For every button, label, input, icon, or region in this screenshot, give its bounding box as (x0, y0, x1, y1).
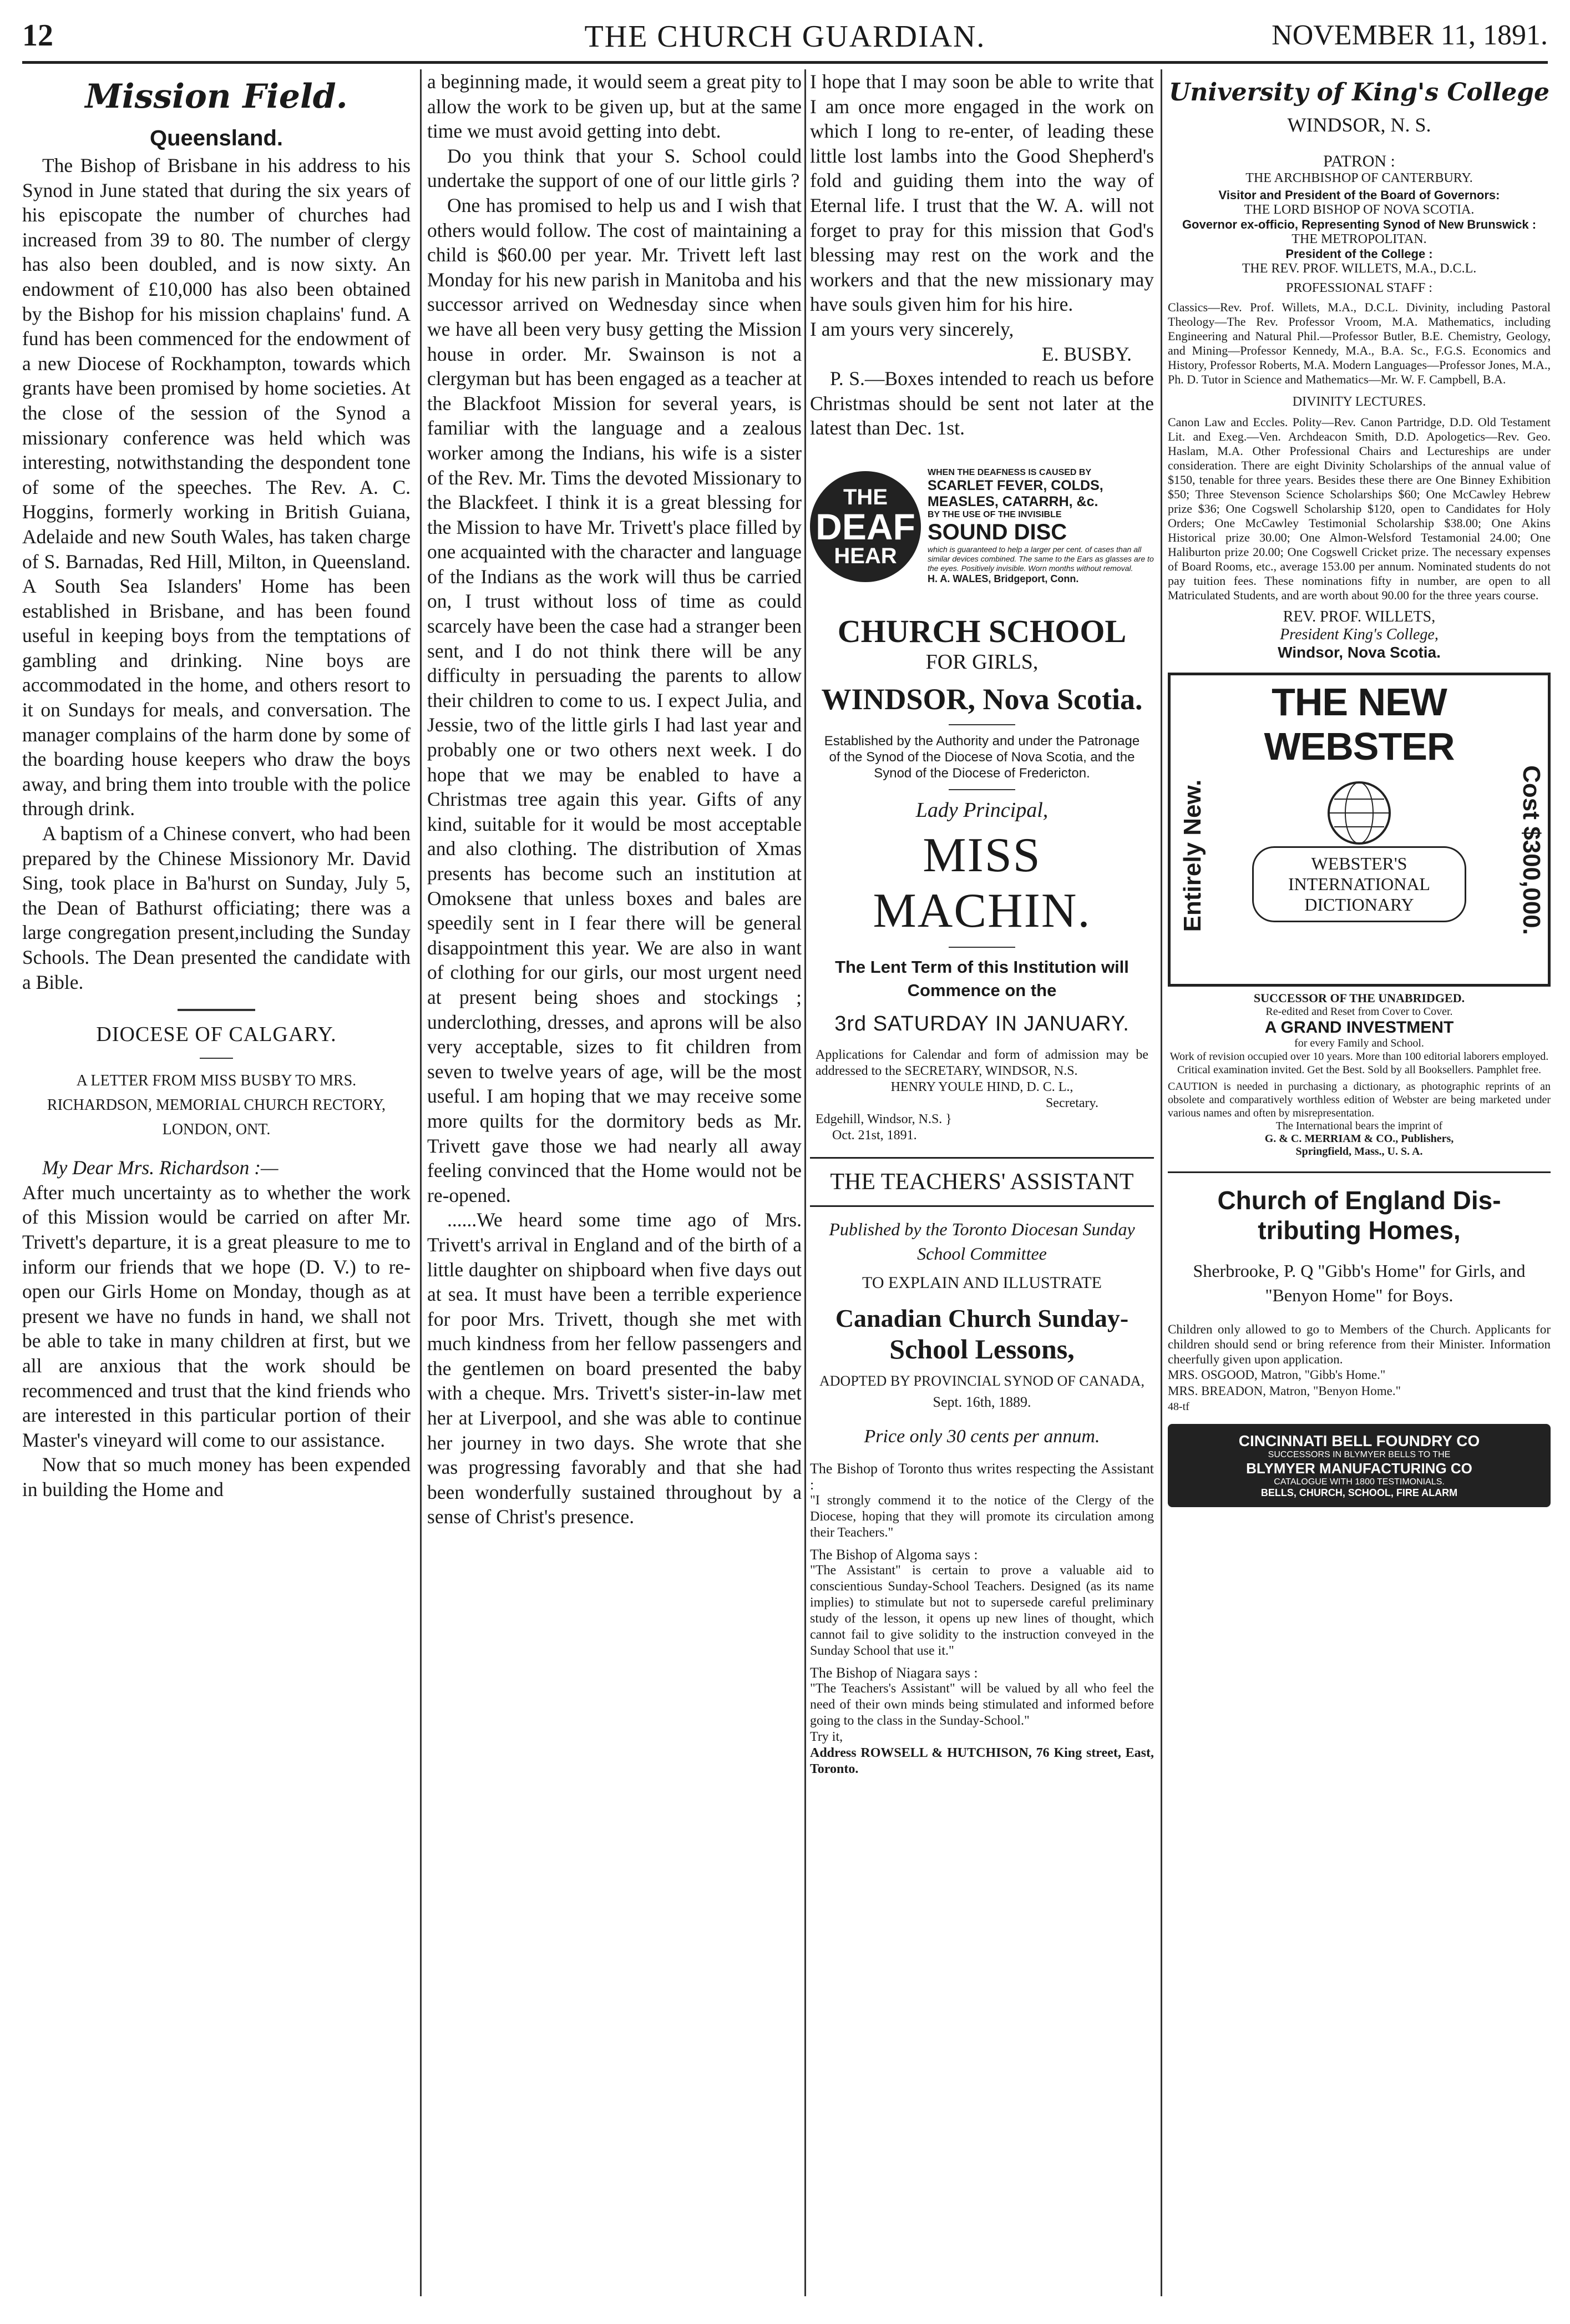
visitor-name: THE LORD BISHOP OF NOVA SCOTIA. (1244, 203, 1475, 217)
book-line: INTERNATIONAL (1288, 874, 1430, 894)
letter-heading: A LETTER FROM MISS BUSBY TO MRS. RICHARDSON, MEMORIAL CHURCH RECTORY, LONDON, ONT. (47, 1072, 386, 1139)
president-label: President of the College : (1285, 247, 1433, 261)
article-paragraph: One has promised to help us and I wish that others would follow. The cost of maintaining a child is $60.00 per year. Mr. Trivett left last Monday for his new parish in Manitoba and his successor arrived on Wednesday since when we have all been very busy getting the Mission house in order. Mr. Swainson is not a clergyman but has been engaged as a teacher at the Blackfoot Mission for several years, is familiar with the language and a zealous worker among the Indians, his wife is a sister of the Rev. Mr. Tims the devoted Missionary to the Blackfeet. I think it is a great blessing for the Mission to have Mr. Trivett's place filled by one acquainted with the character and language of the Indians as the work will thus be carried on, I trust without loss of time as could scarcely have been the case had a stranger been sent, and I do not think there will be any difficulty in persuading the parents to allow their children to come to us. I expect Julia, and Jessie, two of the little girls I had last year and probably one or two others next week. I do hope that we may be enabled to have a Christmas tree again this year. Gifts of any kind, suitable for it would be most acceptable and also clothing. The distribution of Xmas presents has become such an institution at Omoksene that unless boxes and bales are speedily sent in I fear there will be general disappointment this year. We are also in want of clothing for our girls, our most urgent need at present being shoes and stockings ; underclothing, dresses, and aprons will be also very acceptable, sizes to fit children from seven to twelve years of age, will be the most useful. I am hoping that we may receive some more quilts for the dormitory beds as Mr. Trivett gave those we had nearly all away feeling convinced that the Home would not be re-opened. (427, 194, 802, 1206)
deaf-line: H. A. WALES, Bridgeport, Conn. (928, 573, 1079, 585)
algoma-says: The Bishop of Algoma says : (810, 1546, 978, 1563)
secretary-name: HENRY YOULE HIND, D. C. L., (890, 1079, 1073, 1094)
deaf-line: WHEN THE DEAFNESS IS CAUSED BY (928, 468, 1092, 478)
algoma-quote: "The Assistant" is certain to prove a valuable aid to conscientious Sunday-School Teachers. Designed (as its name implies) to stimulate but not to supersede careful preliminary study of the lesson, it opens up new lines of thought, which cannot fail to give solidity to the instruction conveyed in the Sunday School that use it." (810, 1563, 1154, 1658)
applications: Applications for Calendar and form of admission may be addressed to the SECRETARY, WINDSOR, N.S. (816, 1047, 1148, 1078)
rev-prof: REV. PROF. WILLETS, (1283, 608, 1436, 625)
deaf-line: SOUND DISC (928, 520, 1067, 545)
webster-grand: A GRAND INVESTMENT (1264, 1018, 1454, 1037)
article-paragraph: After much uncertainty as to whether the work of this Mission would be carried on after Mr. Trivett's departure, it is a great pleasure to me to inform our friends that we hope (D. V.) to re-open our Girls Home on Monday, though as at present we have no funds in hand, we shall not be able to take in many children at first, but we all are anxious that the work should be recommenced and trust that the kind friends who are interested in this particular portion of their Master's vineyard will come to our assistance. (22, 1181, 411, 1451)
price: Price only 30 cents per annum. (864, 1426, 1100, 1447)
visitor-label: Visitor and President of the Board of Governors: (1218, 188, 1500, 202)
column-4 (1168, 69, 1551, 2291)
deaf-ad (810, 463, 1154, 590)
article-paragraph: ......We heard some time ago of Mrs. Trivett's arrival in England and of the birth of a little daughter on shipboard when five days out at sea. It must have been a terrible experience for poor Mrs. Trivett, though she met with much kindness from her fellow passengers and the gentlemen on board presented the baby with a cheque. Mrs. Trivett's sister-in-law met her at Liverpool, and she was able to continue her journey in two days. She wrote that she was progressing favorably and that she had been wonderfully sustained throughout by a sense of Christ's presence. (427, 1209, 802, 1528)
rule (949, 789, 1015, 790)
deaf-line: MEASLES, CATARRH, &c. (928, 494, 1098, 510)
diocese-title: DIOCESE OF CALGARY. (96, 1023, 337, 1047)
niagara-quote: "The Teachers's Assistant" will be valued by all who feel the need of their own minds being stimulated and informed before going to the class in the Sunday-School." (810, 1681, 1154, 1728)
adopted: ADOPTED BY PROVINCIAL SYNOD OF CANADA, Sept. 16th, 1889. (819, 1372, 1144, 1410)
toronto-says: The Bishop of Toronto thus writes respecting the Assistant : (810, 1460, 1154, 1493)
windsor-ns: Windsor, Nova Scotia. (1278, 644, 1441, 661)
teachers-title: THE TEACHERS' ASSISTANT (830, 1169, 1134, 1195)
disc-the: THE (843, 484, 888, 509)
patron-name: THE ARCHBISHOP OF CANTERBURY. (1245, 171, 1473, 185)
published-by: Published by the Toronto Diocesan Sunday School Committee (829, 1219, 1135, 1264)
subhead: Queensland. (149, 126, 283, 150)
webster-details: Work of revision occupied over 10 years. More than 100 editorial laborers employed. Critical examination invited. Get the Best. Sold by all Booksellers. Pamphlet free. (1169, 1050, 1549, 1076)
postscript: P. S.—Boxes intended to reach us before Christmas should be sent not later at the latest than Dec. 1st. (810, 367, 1154, 439)
section-title: Mission Field. (85, 77, 348, 116)
try-it: Try it, (810, 1729, 843, 1744)
webster-caution: CAUTION is needed in purchasing a dictionary, as photographic reprints of an obsolete and comparatively worthless edition of Webster are being marketed under various names and often by misrepresentation. (1168, 1080, 1551, 1119)
to-explain: TO EXPLAIN AND ILLUSTRATE (862, 1273, 1102, 1292)
homes-text: Sherbrooke, P. Q "Gibb's Home" for Girls, and "Benyon Home" for Boys. (1193, 1261, 1526, 1305)
bell-foundry-ad (1168, 1424, 1551, 1507)
school-for: FOR GIRLS, (925, 650, 1039, 674)
article-paragraph: a beginning made, it would seem a great pity to allow the work to be given up, but at the same time we must avoid getting into debt. (427, 70, 802, 143)
edgehill: Edgehill, Windsor, N.S. } (816, 1112, 952, 1126)
secretary-title: Secretary. (1045, 1095, 1098, 1110)
webster-left-vertical: Entirely New. (1179, 779, 1206, 932)
salutation: My Dear Mrs. Richardson :— (42, 1156, 278, 1179)
webster-successor: SUCCESSOR OF THE UNABRIDGED. (1253, 991, 1465, 1005)
deaf-line: BY THE USE OF THE INVISIBLE (928, 510, 1062, 520)
divinity-text: Canon Law and Eccles. Polity—Rev. Canon Partridge, D.D. Old Testament Lit. and Exeg.—Ven. Archdeacon Smith, D.D. Apologetics—Rev. Geo. Haslam, M.A. Other Professional Chairs and Lectureships are under consideration. There are eight Divinity Scholarships of the annual value of $150, tenable for three years. Besides these there are One Binney Exhibition $50; Three Stevenson Science Scholarships $60; One McCawley Hebrew prize $36; One Cogswell Scholarship $120, open to Candidates for Holy Orders; One McCawley Testimonial Scholarship $38.00; One Akins Historical prize 30.00; One Almon-Welsford Testamonial 24.00; One Haliburton prize 20.00; One Cogswell Cricket prize. The necessary expenses of Board Rooms, etc., average 153.00 per annum. Nominated students do not pay tuition fees. These nominations fifty in number, are open to all Matriculated Students, and are worth about 90.00 for the three years course. (1168, 415, 1551, 602)
column-2 (427, 69, 802, 2291)
staff-label: PROFESSIONAL STAFF : (1286, 281, 1432, 295)
globe-icon (1251, 780, 1467, 846)
column-divider (1161, 69, 1162, 2296)
webster-right-vertical: Cost $300,000. (1518, 765, 1545, 935)
article-paragraph: I hope that I may soon be able to write that I am once more engaged in the work on which I long to re-enter, of leading these little lost lambs into the Good Shepherd's fold and guiding them into the way of Eternal life. I trust that the W. A. will not forget to pray for this mission that God's blessing may rest on the work and the workers and that the new missionary may have souls given him for his hire. (810, 70, 1154, 316)
lent-term: The Lent Term of this Institution will Commence on the (835, 957, 1129, 1000)
signature: E. BUSBY. (1041, 342, 1132, 365)
rule (949, 947, 1015, 948)
disc-hear: HEAR (834, 543, 897, 568)
book-line: DICTIONARY (1304, 895, 1414, 915)
address: Address ROWSELL & HUTCHISON, 76 King street, East, Toronto. (810, 1745, 1154, 1776)
webster-intl: The International bears the imprint of (1275, 1120, 1443, 1132)
webster-reedited: Re-edited and Reset from Cover to Cover. (1265, 1006, 1453, 1018)
mrs-osgood: MRS. OSGOOD, Matron, "Gibb's Home." (1168, 1368, 1386, 1382)
bell-line: CATALOGUE WITH 1800 TESTIMONIALS. (1274, 1477, 1445, 1487)
book-label (1252, 846, 1466, 922)
governor-label: Governor ex-officio, Representing Synod of New Brunswick : (1182, 218, 1537, 231)
lessons-title: Canadian Church Sunday- (835, 1304, 1129, 1332)
closing: I am yours very sincerely, (810, 317, 1014, 340)
governor-name: THE METROPOLITAN. (1292, 232, 1427, 246)
article-paragraph: Do you think that your S. School could undertake the support of one of our little girls ? (427, 144, 802, 192)
article-paragraph: The Bishop of Brisbane in his address to his Synod in June stated that during the six years of his episcopate the number of churches had increased from 39 to 80. The number of clergy has also been doubled, and is now sixty. An endowment of £10,000 has also been obtained by the Bishop for his mission chaplains' fund. A fund has been commenced for the endowment of a new Diocese of Rockhampton, towards which grants have been promised by home societies. At the close of the session of the Synod a missionary conference was held which was interesting, notwithstanding the despondent tone of some of the speeches. The Rev. A. C. Hoggins, formerly working in British Guiana, Adelaide and new South Wales, has taken charge of S. Barnadas, Red Hill, Milton, in Queensland. A South Sea Islanders' Home has been established in Brisbane, and has been found useful in keeping boys from the temptations of gambling and drinking. Nine boys are accommodated in the home, and others resort to it on Sundays for meals, and conversation. The manager complains of the harm done by some of the boarding house keepers who draw the boys away, and bring them into trouble with the police through drink. (22, 154, 411, 820)
ad-code: 48-tf (1168, 1401, 1189, 1413)
bell-line: SUCCESSORS IN BLYMYER BELLS TO THE (1268, 1450, 1451, 1459)
divinity-label: DIVINITY LECTURES. (1292, 395, 1426, 409)
patron-label: PATRON : (1323, 152, 1395, 170)
homes-title: Church of England Dis- (1217, 1186, 1501, 1215)
school-title: CHURCH SCHOOL (837, 613, 1127, 649)
principal-name: MISS MACHIN. (873, 828, 1091, 938)
column-3 (810, 69, 1154, 2291)
book-line: WEBSTER'S (1311, 853, 1407, 873)
column-divider (804, 69, 806, 2296)
homes-children: Children only allowed to go to Members of the Church. Applicants for children should send or bring reference from their Minister. Information cheerfully given upon application. (1168, 1322, 1551, 1366)
school-est: Established by the Authority and under the Patronage of the Synod of the Diocese of Nova Scotia, and the Synod of the Diocese of Fredericton. (824, 733, 1140, 781)
header-rule (22, 61, 1548, 64)
bell-line: BLYMYER MANUFACTURING CO (1246, 1460, 1472, 1477)
bell-line: BELLS, CHURCH, SCHOOL, FIRE ALARM (1260, 1487, 1458, 1498)
rule (200, 1058, 233, 1059)
sound-disc-icon (810, 471, 921, 582)
deaf-line: SCARLET FEVER, COLDS, (928, 478, 1103, 494)
page-number: 12 (22, 18, 53, 53)
webster-publisher: G. & C. MERRIAM & CO., Publishers, (1264, 1133, 1454, 1145)
lady-principal: Lady Principal, (915, 798, 1049, 822)
president-name: THE REV. PROF. WILLETS, M.A., D.C.L. (1242, 261, 1477, 276)
third-saturday: 3rd SATURDAY IN JANUARY. (834, 1012, 1130, 1035)
lessons-title: School Lessons, (889, 1333, 1075, 1365)
deaf-line: which is guaranteed to help a larger per cent. of cases than all similar devices combined. The same to the Ears as glasses are to the eyes. Positively invisible. Worn months without removal. (928, 545, 1154, 573)
toronto-quote: "I strongly commend it to the notice of the Clergy of the Diocese, hoping that they will promote its circulation among their Teachers." (810, 1493, 1154, 1540)
rule (949, 724, 1015, 725)
newspaper-title: THE CHURCH GUARDIAN. (584, 19, 986, 54)
university-title: University of King's College (1169, 78, 1549, 107)
niagara-says: The Bishop of Niagara says : (810, 1664, 978, 1681)
disc-deaf: DEAF (816, 506, 915, 547)
webster-springfield: Springfield, Mass., U. S. A. (1295, 1145, 1423, 1158)
university-place: WINDSOR, N. S. (1287, 114, 1431, 136)
article-paragraph: Now that so much money has been expended in building the Home and (22, 1453, 411, 1501)
webster-every: for every Family and School. (1294, 1037, 1424, 1049)
issue-date: NOVEMBER 11, 1891. (1272, 19, 1548, 51)
webster-title: THE NEW WEBSTER (1264, 680, 1455, 768)
staff-text: Classics—Rev. Prof. Willets, M.A., D.C.L. Divinity, including Pastoral Theology—The Rev. Professor Vroom, M.A. Mathematics, including Engineering and Natural Phil.—Professor Butler, B.E. Chemistry, Geology, and Mining—Professor Kennedy, M.A., B.A. Sc., F.G.S. Economics and History, Professor Roberts, M.A. Modern Languages—Professor Jones, M.A., Ph. D. Tutor in Science and Mathematics—Mr. W. F. Campbell, B.A. (1168, 300, 1551, 386)
ornament-rule (178, 1009, 255, 1011)
school-place: WINDSOR, Nova Scotia. (821, 682, 1143, 716)
article-paragraph: A baptism of a Chinese convert, who had been prepared by the Chinese Missionory Mr. David Sing, took place in Ba'hurst on Sunday, July 5, the Dean of Bathurst officiating; there was a large congregation present,including the Sunday Schools. The Dean presented the candidate with a Bible. (22, 822, 411, 993)
webster-ad (1168, 673, 1551, 987)
president-kings: President King's College, (1280, 626, 1439, 643)
column-1 (22, 69, 411, 2291)
column-divider (420, 69, 422, 2296)
page-header (22, 11, 1548, 61)
mrs-breadon: MRS. BREADON, Matron, "Benyon Home." (1168, 1384, 1401, 1398)
oct-date: Oct. 21st, 1891. (832, 1128, 917, 1143)
bell-line: CINCINNATI BELL FOUNDRY CO (1238, 1432, 1480, 1449)
homes-title: tributing Homes, (1258, 1216, 1461, 1245)
